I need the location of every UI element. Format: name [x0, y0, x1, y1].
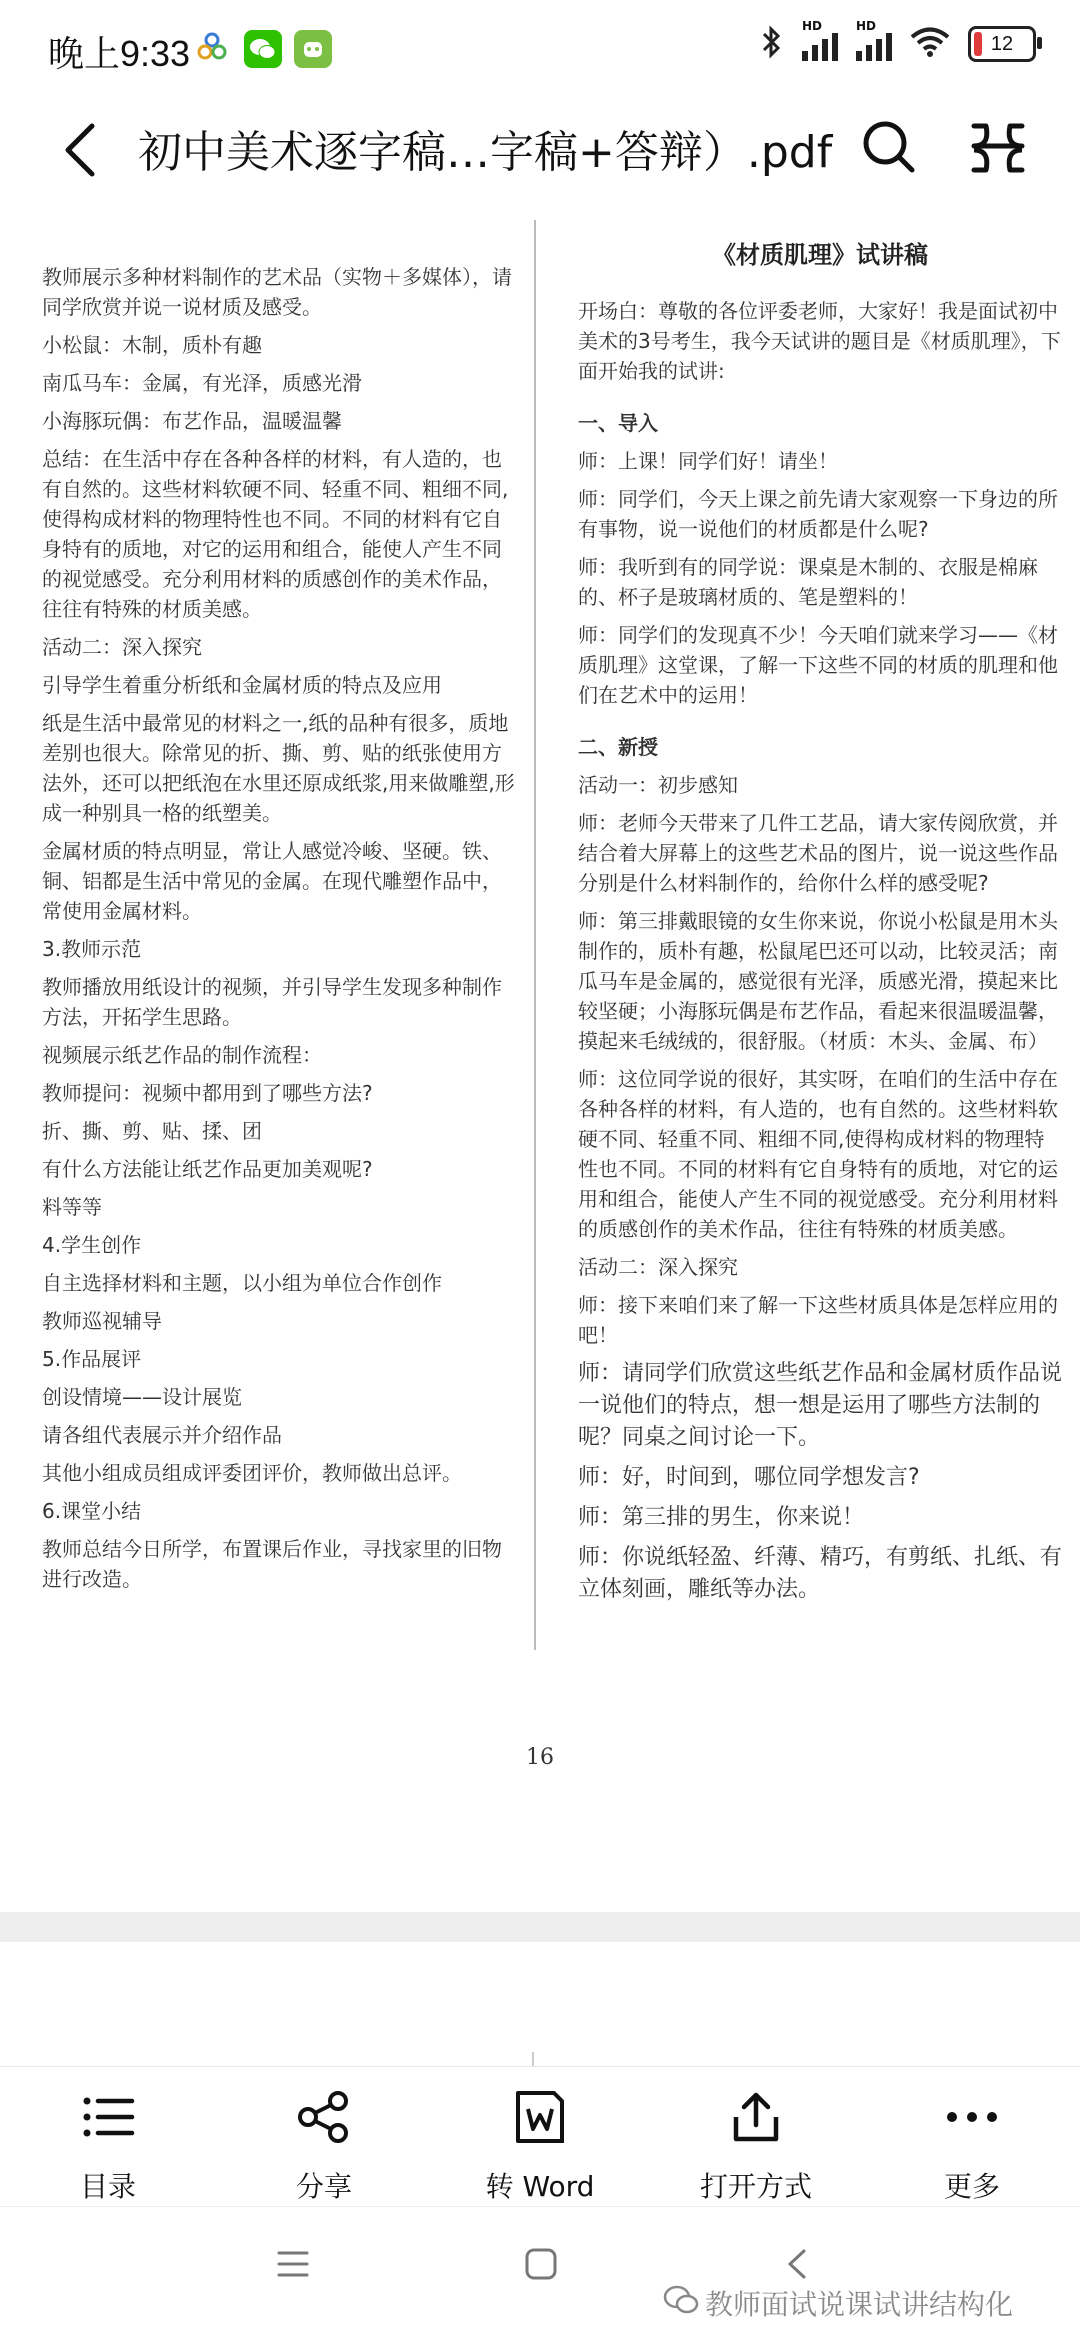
text-line: 教师播放用纸设计的视频，并引导学生发现多种制作方法，开拓学生思路。 — [42, 975, 502, 1029]
signal-2-icon: HD — [856, 27, 892, 61]
pdf-page-next — [0, 1942, 1080, 2082]
open-with-button[interactable] — [666, 2087, 846, 2205]
text-line: 有什么方法能让纸艺作品更加美观呢? — [42, 1157, 373, 1181]
toc-label: 目录 — [79, 2170, 136, 2203]
battery-level: 12 — [990, 32, 1014, 55]
left-column — [42, 262, 520, 1594]
text-line: 小海豚玩偶：布艺作品，温暖温馨 — [42, 409, 342, 433]
column-divider — [534, 220, 536, 1650]
text-line: 教师提问：视频中都用到了哪些方法? — [42, 1081, 373, 1105]
text-line: 师：这位同学说的很好，其实呀，在咱们的生活中存在各种各样的材料，有人造的，也有自然的。这些材料软硬不同、轻重不同、粗细不同,使得构成材料的物理特性也不同。不同的材料有它自身特有的质地，对它的运用和组合，能使人产生不同的视觉感受。充分利用材料的质感创作的美术作品，往往有特殊的材质美感。 — [578, 1067, 1058, 1241]
nav-menu-button[interactable] — [276, 2247, 310, 2285]
text-line: 纸是生活中最常见的材料之一,纸的品种有很多，质地差别也很大。除常见的折、撕、剪、贴的纸张使用方法外，还可以把纸泡在水里还原成纸浆,用来做雕塑,形成一种别具一格的纸塑美。 — [42, 711, 515, 825]
text-line: 师：接下来咱们来了解一下这些材质具体是怎样应用的吧！ — [578, 1293, 1058, 1347]
open-with-label: 打开方式 — [699, 2170, 812, 2203]
battery-icon — [968, 26, 1036, 62]
bluetooth-icon — [760, 24, 784, 64]
text-line: 活动二：深入探究 — [42, 635, 202, 659]
text-line: 师：请同学们欣赏这些纸艺作品和金属材质作品说一说他们的特点，想一想是运用了哪些方法制的呢？同桌之间讨论一下。 — [578, 1361, 1063, 1450]
nav-back-button[interactable] — [780, 2247, 814, 2285]
text-line: 活动二：深入探究 — [578, 1255, 738, 1279]
page-number: 16 — [526, 1745, 554, 1770]
lecture-title: 《材质肌理》试讲稿 — [712, 241, 928, 269]
text-line: 师：同学们的发现真不少！今天咱们就来学习——《材质肌理》这堂课，了解一下这些不同的材质的肌理和他们在艺术中的运用！ — [578, 623, 1058, 707]
toc-button[interactable] — [18, 2087, 198, 2205]
fullscreen-button[interactable] — [968, 118, 1028, 178]
share-icon — [234, 2087, 414, 2147]
share-button[interactable] — [234, 2087, 414, 2205]
section-heading: 一、导入 — [578, 411, 658, 435]
more-icon — [882, 2087, 1062, 2147]
text-line: 引导学生着重分析纸和金属材质的特点及应用 — [42, 673, 442, 697]
wifi-icon — [910, 26, 950, 62]
wechat-icon — [244, 30, 282, 68]
text-line: 活动一：初步感知 — [578, 773, 738, 797]
text-line: 料等等 — [42, 1195, 102, 1219]
convert-word-label: 转 Word — [485, 2170, 595, 2203]
text-line: 教师总结今日所学，布置课后作业，寻找家里的旧物进行改造。 — [42, 1537, 502, 1591]
bottom-toolbar — [0, 2066, 1080, 2207]
more-button[interactable] — [882, 2087, 1062, 2205]
system-nav-bar — [0, 2206, 1080, 2341]
section-heading: 二、新授 — [578, 735, 658, 759]
open-with-icon — [666, 2087, 846, 2147]
text-line: 教师巡视辅导 — [42, 1309, 162, 1333]
text-line: 3.教师示范 — [42, 937, 142, 961]
search-button[interactable] — [858, 116, 918, 176]
status-time: 晚上9:33 — [48, 33, 191, 74]
text-line: 师：第三排的男生，你来说！ — [578, 1505, 865, 1530]
text-line: 其他小组成员组成评委团评价，教师做出总评。 — [42, 1461, 462, 1485]
page-separator — [0, 1912, 1080, 1942]
text-line: 折、撕、剪、贴、揉、团 — [42, 1119, 262, 1143]
convert-word-button[interactable] — [450, 2087, 630, 2205]
text-line: 6.课堂小结 — [42, 1499, 142, 1523]
signal-1-icon: HD — [802, 27, 838, 61]
text-line: 4.学生创作 — [42, 1233, 142, 1257]
text-line: 金属材质的特点明显，常让人感觉冷峻、坚硬。铁、铜、铝都是生活中常见的金属。在现代雕塑作品中，常使用金属材料。 — [42, 839, 502, 923]
text-line: 师：我听到有的同学说：课桌是木制的、衣服是棉麻的、杯子是玻璃材质的、笔是塑料的！ — [578, 555, 1038, 609]
back-button[interactable] — [52, 118, 112, 182]
pdf-page — [0, 200, 1080, 1910]
text-line: 5.作品展评 — [42, 1347, 142, 1371]
right-column — [578, 240, 1062, 1606]
text-line: 视频展示纸艺作品的制作流程： — [42, 1043, 322, 1067]
app-header — [0, 100, 1080, 200]
text-line: 开场白：尊敬的各位评委老师，大家好！我是面试初中美术的3号考生，我今天试讲的题目是《材质肌理》，下面开始我的试讲: — [578, 299, 1061, 383]
text-line: 自主选择材料和主题，以小组为单位合作创作 — [42, 1271, 442, 1295]
text-line: 小松鼠：木制，质朴有趣 — [42, 333, 262, 357]
document-title: 初中美术逐字稿…字稿+答辩）.pdf — [138, 127, 833, 178]
word-icon — [450, 2087, 630, 2147]
text-line: 师：第三排戴眼镜的女生你来说，你说小松鼠是用木头制作的，质朴有趣，松鼠尾巴还可以动，比较灵活；南瓜马车是金属的，感觉很有光泽，质感光滑，摸起来比较坚硬；小海豚玩偶是布艺作品，看起来很温暖温馨，摸起来毛绒绒的，很舒服。（材质：木头、金属、布） — [578, 909, 1058, 1053]
text-line: 师：你说纸轻盈、纤薄、精巧，有剪纸、扎纸、有立体刻画，雕纸等办法。 — [578, 1545, 1063, 1602]
more-label: 更多 — [943, 2170, 1000, 2203]
android-app-icon — [294, 30, 332, 68]
list-icon — [18, 2087, 198, 2147]
watermark-text: 教师面试说课试讲结构化 — [705, 2288, 1014, 2321]
share-label: 分享 — [295, 2170, 352, 2203]
text-line: 师：上课！同学们好！请坐！ — [578, 449, 838, 473]
text-line: 总结：在生活中存在各种各样的材料，有人造的，也有自然的。这些材料软硬不同、轻重不同、粗细不同,使得构成材料的物理特性也不同。不同的材料有它自身特有的质地，对它的运用和组合，能使人产生不同的视觉感受。充分利用材料的质感创作的美术作品，往往有特殊的材质美感。 — [42, 447, 509, 621]
cloud-app-icon — [196, 30, 228, 66]
text-line: 南瓜马车：金属，有光泽，质感光滑 — [42, 371, 362, 395]
pdf-viewer[interactable] — [0, 200, 1080, 2070]
text-line: 师：好，时间到，哪位同学想发言? — [578, 1465, 920, 1490]
text-line: 创设情境——设计展览 — [42, 1385, 242, 1409]
status-bar — [0, 0, 1080, 100]
text-line: 师：同学们，今天上课之前先请大家观察一下身边的所有事物，说一说他们的材质都是什么呢? — [578, 487, 1058, 541]
text-line: 师：老师今天带来了几件工艺品，请大家传阅欣赏，并结合着大屏幕上的这些艺术品的图片，说一说这些作品分别是什么材料制作的，给你什么样的感受呢? — [578, 811, 1058, 895]
text-line: 请各组代表展示并介绍作品 — [42, 1423, 282, 1447]
nav-home-button[interactable] — [524, 2247, 558, 2285]
watermark-wechat-icon — [662, 2283, 700, 2321]
text-line: 教师展示多种材料制作的艺术品（实物＋多媒体），请同学欣赏并说一说材质及感受。 — [42, 265, 512, 319]
